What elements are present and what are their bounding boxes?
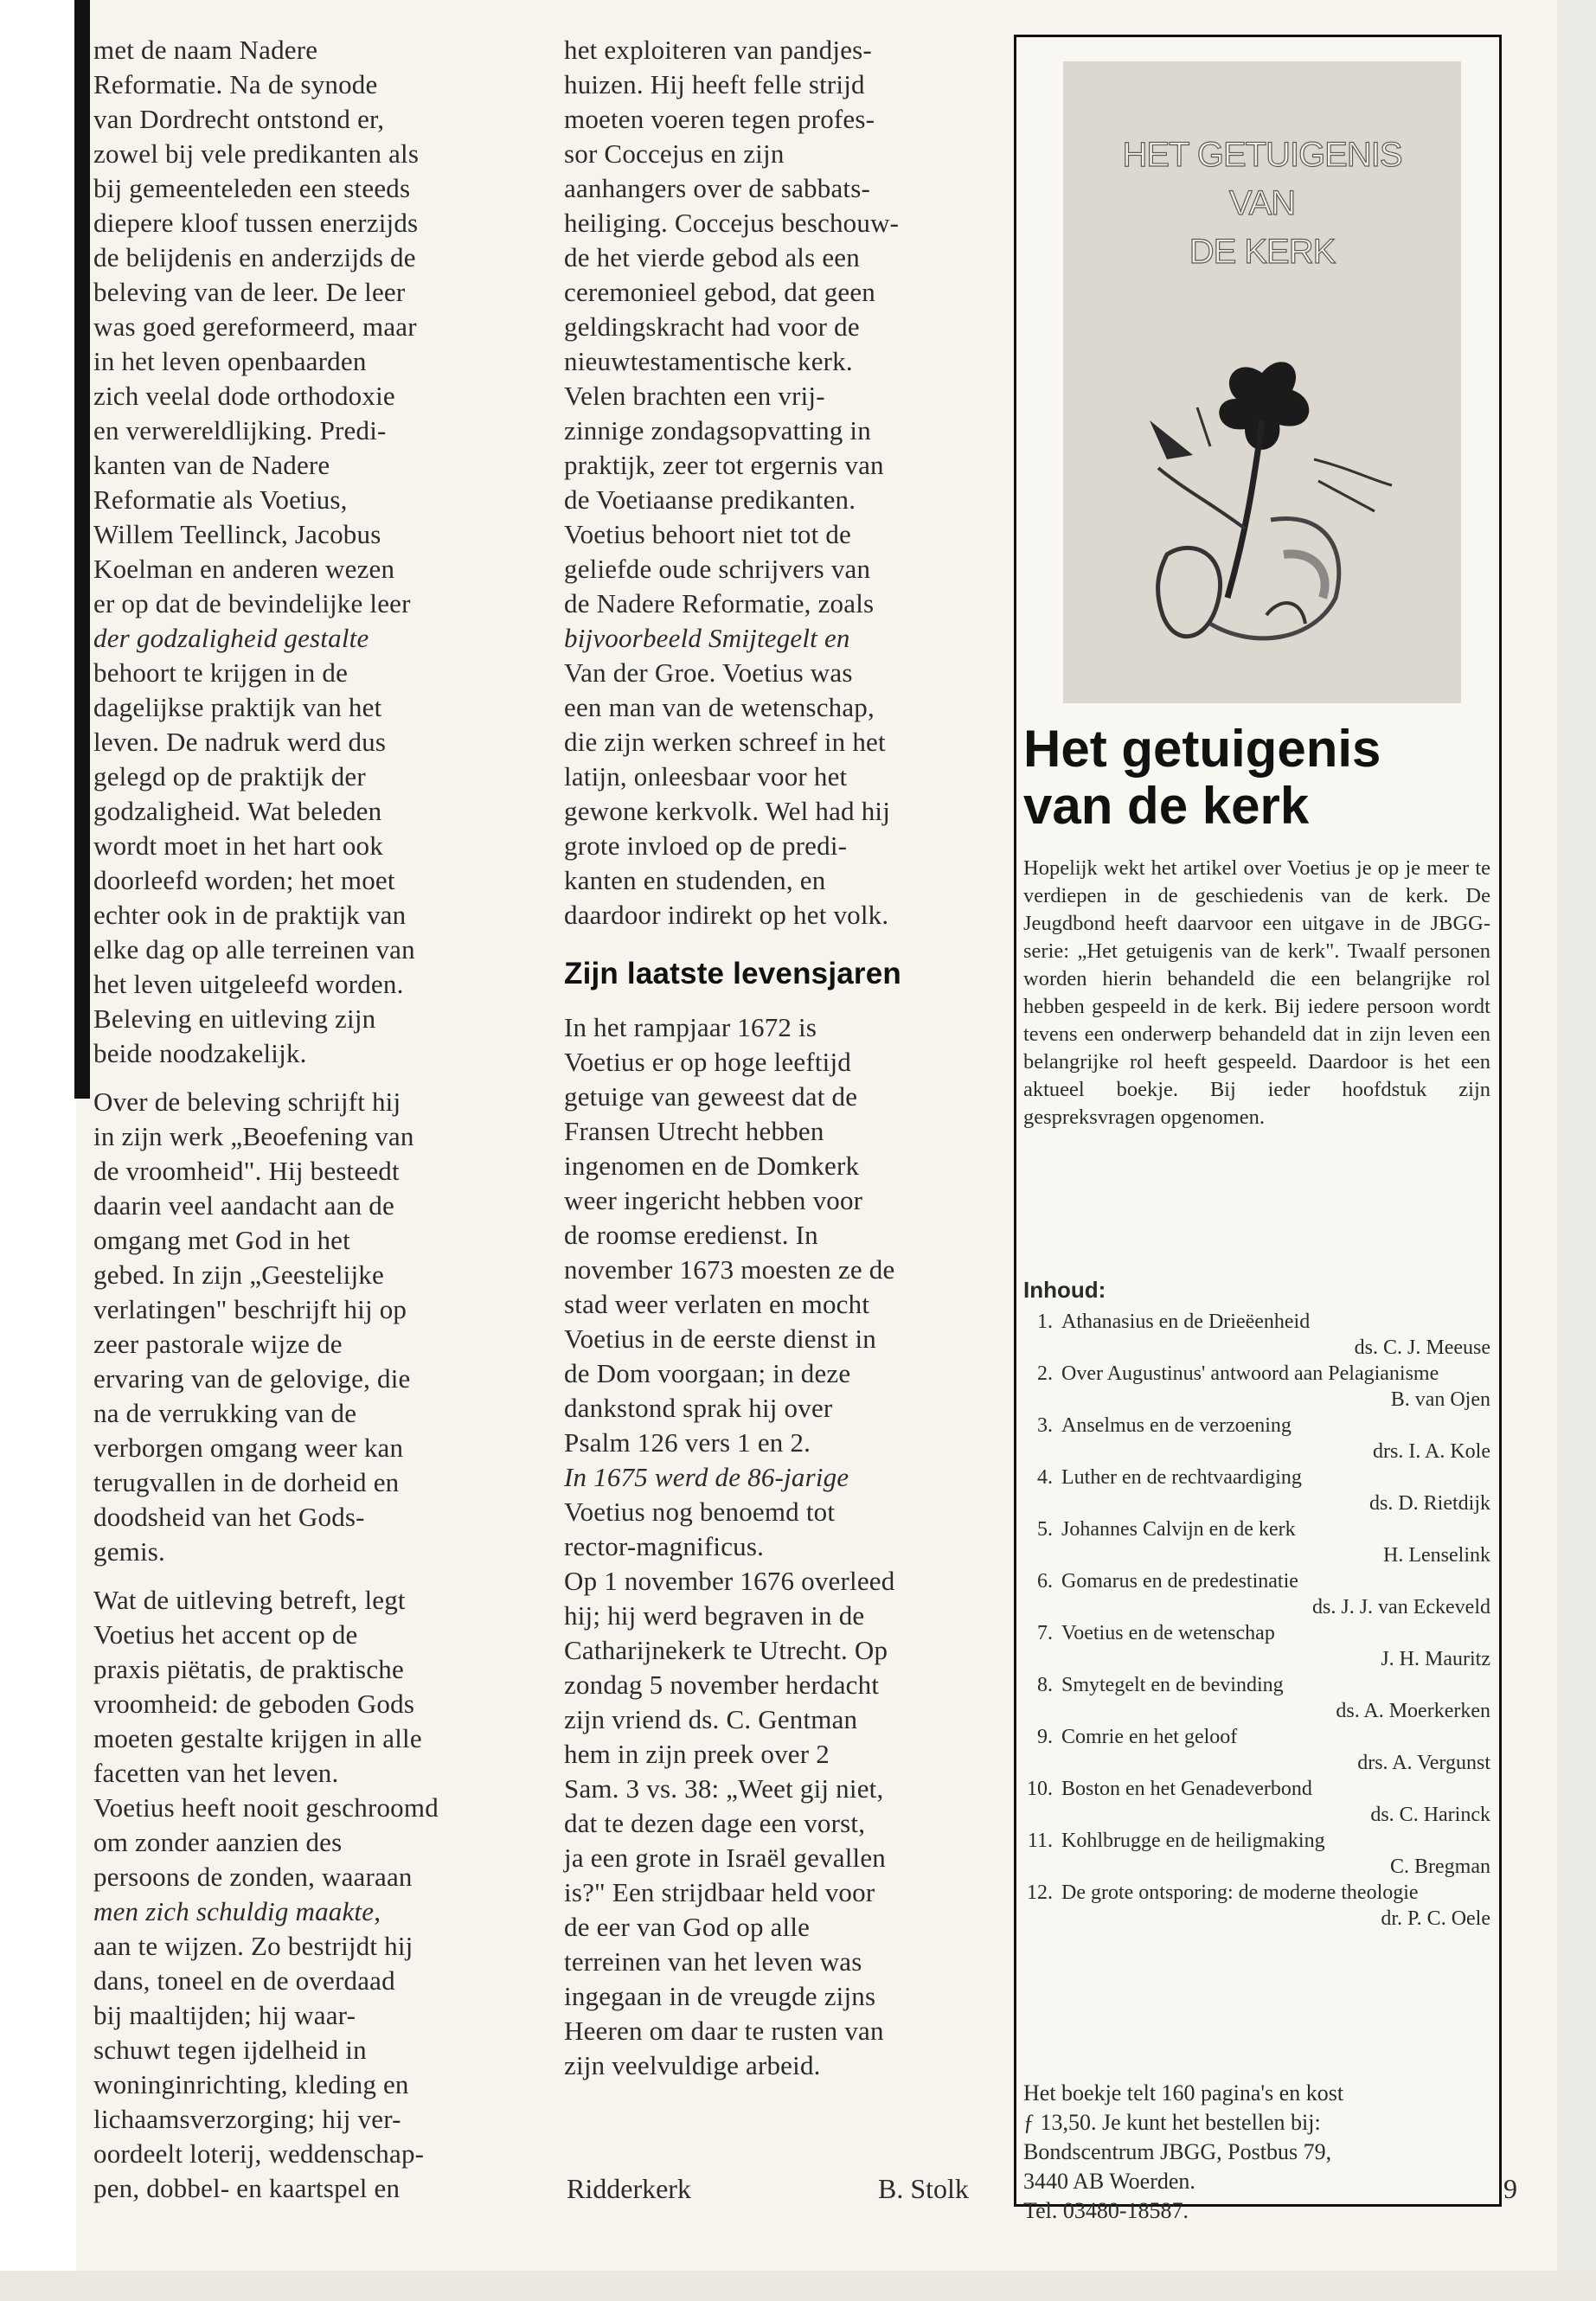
text-line: oordeelt loterij, weddenschap-	[93, 2138, 425, 2169]
toc-author: ds. C. J. Meeuse	[1354, 1336, 1490, 1359]
text-line: Psalm 126 vers 1 en 2.	[564, 1427, 811, 1458]
text-line: stad weer verlaten en mocht	[564, 1289, 870, 1319]
text-line: november 1673 moesten ze de	[564, 1254, 895, 1285]
text-line: wordt moet in het hart ook	[93, 830, 383, 861]
text-line: aan te wijzen. Zo bestrijdt hij	[93, 1931, 413, 1961]
text-line: men zich schuldig maakte,	[93, 1896, 381, 1926]
text-line: Catharijnekerk te Utrecht. Op	[564, 1635, 888, 1665]
ordering-info: Het boekje telt 160 pagina's en kost ƒ 13,50. Je kunt het bestellen bij: Bondscentrum JBGG, Postbus 79, 3440 AB Woerden. Tel. 03480-18587.	[1023, 2080, 1344, 2223]
toc-entry	[1023, 1880, 1490, 1932]
toc-number: 5.	[1037, 1518, 1053, 1541]
text-line: Van der Groe. Voetius was	[564, 657, 853, 688]
text-line: bij gemeenteleden een steeds	[93, 173, 411, 203]
text-line: doodsheid van het Gods-	[93, 1502, 365, 1532]
text-line: In 1675 werd de 86-jarige	[564, 1462, 849, 1492]
text-line: terugvallen in de dorheid en	[93, 1467, 400, 1497]
text-line: de eer van God op alle	[564, 1912, 811, 1942]
text-line: Sam. 3 vs. 38: „Weet gij niet,	[564, 1773, 884, 1804]
text-line: de Dom voorgaan; in deze	[564, 1358, 851, 1388]
text-line: kanten van de Nadere	[93, 450, 330, 480]
text-line: behoort te krijgen in de	[93, 657, 349, 688]
text-line: de belijdenis en anderzijds de	[93, 242, 416, 272]
text-line: de roomse eredienst. In	[564, 1220, 818, 1250]
text-line: zich veelal dode orthodoxie	[93, 381, 395, 411]
text-line: ceremonieel gebod, dat geen	[564, 277, 876, 307]
toc-author: drs. A. Vergunst	[1357, 1752, 1490, 1774]
text-line: om zonder aanzien des	[93, 1827, 343, 1857]
text-line: in zijn werk „Beoefening van	[93, 1121, 414, 1151]
text-line: het leven uitgeleefd worden.	[93, 969, 404, 999]
text-line: de Nadere Reformatie, zoals	[564, 588, 875, 619]
text-line: was goed gereformeerd, maar	[93, 311, 417, 342]
paragraph	[93, 1583, 513, 2206]
text-line: en verwereldlijking. Predi-	[93, 415, 387, 445]
text-line: ingenomen en de Domkerk	[564, 1150, 860, 1181]
text-line: Op 1 november 1676 overleed	[564, 1566, 895, 1596]
text-line: persoons de zonden, waaraan	[93, 1862, 413, 1892]
text-line: Voetius heeft nooit geschroomd	[93, 1792, 439, 1823]
toc-entry	[1023, 1828, 1490, 1880]
page-number: 9	[1503, 2173, 1517, 2204]
text-line: Velen brachten een vrij-	[564, 381, 825, 411]
text-line: In het rampjaar 1672 is	[564, 1012, 817, 1042]
toc-number: 7.	[1037, 1622, 1053, 1644]
toc-author: ds. C. Harinck	[1370, 1804, 1490, 1826]
toc-title: Johannes Calvijn en de kerk	[1061, 1518, 1296, 1541]
book-cover-title: HET GETUIGENIS VAN DE KERK	[1122, 136, 1402, 271]
flower-illustration-icon	[1115, 338, 1409, 667]
toc-entry	[1023, 1361, 1490, 1413]
text-line: praktijk, zeer tot ergernis van	[564, 450, 884, 480]
toc-title: Voetius en de wetenschap	[1061, 1622, 1275, 1644]
text-line: woninginrichting, kleding en	[93, 2069, 409, 2099]
text-line: dagelijkse praktijk van het	[93, 692, 382, 722]
text-line: lichaamsverzorging; hij ver-	[93, 2104, 401, 2134]
toc-title: Athanasius en de Drieëenheid	[1061, 1311, 1311, 1333]
text-line: leven. De nadruk werd dus	[93, 727, 387, 757]
text-line: is?" Een strijdbaar held voor	[564, 1877, 875, 1907]
text-line: Reformatie. Na de synode	[93, 69, 378, 99]
text-line: geldingskracht had voor de	[564, 311, 860, 342]
text-line: van Dordrecht ontstond er,	[93, 104, 385, 134]
toc-entry	[1023, 1672, 1490, 1724]
article-column-1	[93, 33, 513, 2220]
text-line: nieuwtestamentische kerk.	[564, 346, 853, 376]
text-line: de vroomheid". Hij besteedt	[93, 1156, 400, 1186]
text-line: dans, toneel en de overdaad	[93, 1965, 395, 1996]
text-line: gemis.	[93, 1536, 165, 1567]
text-line: die zijn werken schreef in het	[564, 727, 886, 757]
text-line: verlatingen" beschrijft hij op	[93, 1294, 407, 1324]
toc-number: 9.	[1037, 1726, 1053, 1748]
text-line: bijvoorbeeld Smijtegelt en	[564, 623, 850, 653]
text-line: daarin veel aandacht aan de	[93, 1190, 394, 1221]
text-line: schuwt tegen ijdelheid in	[93, 2035, 367, 2065]
text-line: Voetius nog benoemd tot	[564, 1497, 836, 1527]
text-line: verborgen omgang weer kan	[93, 1433, 404, 1463]
text-line: aanhangers over de sabbats-	[564, 173, 870, 203]
toc-entry	[1023, 1309, 1490, 1361]
toc-entry	[1023, 1568, 1490, 1620]
text-line: Koelman en anderen wezen	[93, 554, 395, 584]
text-line: diepere kloof tussen enerzijds	[93, 208, 419, 238]
text-line: een man van de wetenschap,	[564, 692, 875, 722]
toc-author: J. H. Mauritz	[1381, 1648, 1490, 1670]
text-line: rector-magnificus.	[564, 1531, 765, 1561]
text-line: met de naam Nadere	[93, 35, 318, 65]
text-line: Voetius het accent op de	[93, 1619, 358, 1650]
toc-title: Kohlbrugge en de heiligmaking	[1061, 1830, 1325, 1852]
text-line: na de verrukking van de	[93, 1398, 357, 1428]
text-line: kanten en studenden, en	[564, 865, 826, 895]
text-line: de het vierde gebod als een	[564, 242, 860, 272]
text-line: godzaligheid. Wat beleden	[93, 796, 382, 826]
toc-author: drs. I. A. Kole	[1373, 1440, 1490, 1463]
toc-title: Boston en het Genadeverbond	[1061, 1778, 1312, 1800]
text-line: gebed. In zijn „Geestelijke	[93, 1259, 384, 1290]
text-line: daardoor indirekt op het volk.	[564, 900, 889, 930]
book-cover-image	[1063, 61, 1461, 703]
text-line: heiliging. Coccejus beschouw-	[564, 208, 900, 238]
text-line: latijn, onleesbaar voor het	[564, 761, 848, 792]
text-line: hem in zijn preek over 2	[564, 1739, 830, 1769]
toc-entry	[1023, 1516, 1490, 1568]
footer-author: B. Stolk	[878, 2173, 969, 2204]
toc-number: 1.	[1037, 1311, 1053, 1333]
toc-title: De grote ontsporing: de moderne theologie	[1061, 1881, 1419, 1904]
text-line: zondag 5 november herdacht	[564, 1670, 880, 1700]
text-line: getuige van geweest dat de	[564, 1081, 858, 1112]
toc-number: 6.	[1037, 1570, 1053, 1593]
toc-number: 11.	[1027, 1830, 1053, 1852]
paragraph	[93, 33, 513, 1071]
text-line: gewone kerkvolk. Wel had hij	[564, 796, 891, 826]
text-line: vroomheid: de geboden Gods	[93, 1689, 415, 1719]
text-line: weer ingericht hebben voor	[564, 1185, 863, 1215]
text-line: huizen. Hij heeft felle strijd	[564, 69, 865, 99]
toc-number: 12.	[1027, 1881, 1053, 1904]
toc-author: ds. D. Rietdijk	[1368, 1492, 1490, 1515]
toc-title: Over Augustinus' antwoord aan Pelagianisme	[1061, 1362, 1439, 1385]
text-line: ingegaan in de vreugde zijns	[564, 1981, 876, 2011]
text-line: echter ook in de praktijk van	[93, 900, 407, 930]
text-line: de Voetiaanse predikanten.	[564, 484, 856, 515]
text-line: dankstond sprak hij over	[564, 1393, 833, 1423]
table-of-contents	[1023, 1309, 1490, 1932]
toc-title: Comrie en het geloof	[1061, 1726, 1238, 1748]
text-line: er op dat de bevindelijke leer	[93, 588, 411, 619]
page-margin-right	[1557, 0, 1596, 2301]
toc-author: ds. A. Moerkerken	[1336, 1700, 1490, 1722]
toc-number: 8.	[1037, 1674, 1053, 1696]
binding-edge-bar	[74, 0, 90, 1099]
text-line: beide noodzakelijk.	[93, 1038, 307, 1068]
text-line: in het leven openbaarden	[93, 346, 367, 376]
text-line: Wat de uitleving betreft, legt	[93, 1585, 406, 1615]
footer-location: Ridderkerk	[567, 2173, 691, 2204]
toc-number: 4.	[1037, 1466, 1053, 1489]
toc-entry	[1023, 1465, 1490, 1516]
page-margin-bottom	[0, 2271, 1596, 2301]
toc-author: ds. J. J. van Eckeveld	[1312, 1596, 1490, 1618]
text-line: Over de beleving schrijft hij	[93, 1086, 401, 1117]
toc-author: B. van Ojen	[1390, 1388, 1490, 1411]
text-line: Voetius in de eerste dienst in	[564, 1324, 877, 1354]
page-margin-left	[0, 0, 76, 2301]
toc-entry	[1023, 1776, 1490, 1828]
text-line: ervaring van de gelovige, die	[93, 1363, 411, 1394]
text-line: praxis piëtatis, de praktische	[93, 1654, 404, 1684]
toc-title: Gomarus en de predestinatie	[1061, 1570, 1298, 1593]
text-line: Voetius er op hoge leeftijd	[564, 1047, 851, 1077]
text-line: zowel bij vele predikanten als	[93, 138, 420, 169]
text-line: zijn vriend ds. C. Gentman	[564, 1704, 858, 1734]
text-line: doorleefd worden; het moet	[93, 865, 395, 895]
text-line: elke dag op alle terreinen van	[93, 934, 415, 965]
toc-author: dr. P. C. Oele	[1381, 1907, 1490, 1930]
text-line: omgang met God in het	[93, 1225, 350, 1255]
book-title: Het getuigenis van de kerk	[1023, 720, 1381, 835]
toc-entry	[1023, 1724, 1490, 1776]
text-line: hij; hij werd begraven in de	[564, 1600, 865, 1631]
text-line: geliefde oude schrijvers van	[564, 554, 871, 584]
paragraph	[564, 33, 992, 933]
text-line: beleving van de leer. De leer	[93, 277, 406, 307]
article-column-2	[564, 33, 992, 2083]
text-line: terreinen van het leven was	[564, 1946, 862, 1977]
text-line: bij maaltijden; hij waar-	[93, 2000, 356, 2030]
text-line: grote invloed op de predi-	[564, 830, 848, 861]
text-line: sor Coccejus en zijn	[564, 138, 785, 169]
text-line: facetten van het leven.	[93, 1758, 339, 1788]
text-line: ja een grote in Israël gevallen	[564, 1843, 886, 1873]
toc-entry	[1023, 1413, 1490, 1465]
toc-author: H. Lenselink	[1383, 1544, 1490, 1567]
paragraph	[93, 1085, 513, 1569]
text-line: Beleving en uitleving zijn	[93, 1003, 376, 1034]
toc-author: C. Bregman	[1390, 1856, 1490, 1878]
toc-title: Anselmus en de verzoening	[1061, 1414, 1292, 1437]
text-line: zijn veelvuldige arbeid.	[564, 2050, 821, 2080]
text-line: pen, dobbel- en kaartspel en	[93, 2173, 401, 2203]
text-line: Willem Teellinck, Jacobus	[93, 519, 381, 549]
toc-title: Luther en de rechtvaardiging	[1061, 1466, 1302, 1489]
text-line: gelegd op de praktijk der	[93, 761, 366, 792]
section-subheading: Zijn laatste levensjaren	[564, 957, 901, 990]
toc-number: 2.	[1037, 1362, 1053, 1385]
text-line: Reformatie als Voetius,	[93, 484, 348, 515]
text-line: zinnige zondagsopvatting in	[564, 415, 871, 445]
toc-title: Smytegelt en de bevinding	[1061, 1674, 1284, 1696]
toc-entry	[1023, 1620, 1490, 1672]
book-description: Hopelijk wekt het artikel over Voetius je op je meer te verdiepen in de geschiedenis van de kerk. De Jeugdbond heeft daarvoor een uitgave in de JBGG-serie: „Het getuigenis van de kerk". Twaalf personen worden hierin behandeld die een belangrijke rol hebben gespeeld in de kerk. Bij iedere persoon wordt tevens een onderwerp behandeld dat in zijn leven een belangrijke rol heeft gespeeld. Daardoor is het een aktueel boekje. Bij ieder hoofdstuk zijn gespreksvragen opgenomen.	[1023, 856, 1490, 1129]
text-line: dat te dezen dage een vorst,	[564, 1808, 866, 1838]
text-line: moeten gestalte krijgen in alle	[93, 1723, 422, 1753]
text-line: Voetius behoort niet tot de	[564, 519, 852, 549]
toc-number: 10.	[1027, 1778, 1053, 1800]
toc-number: 3.	[1037, 1414, 1053, 1437]
book-promo-box	[1014, 35, 1502, 2223]
text-line: Fransen Utrecht hebben	[564, 1116, 824, 1146]
text-line: het exploiteren van pandjes-	[564, 35, 872, 65]
paragraph	[564, 1010, 992, 2083]
text-line: zeer pastorale wijze de	[93, 1329, 343, 1359]
text-line: der godzaligheid gestalte	[93, 623, 369, 653]
text-line: moeten voeren tegen profes-	[564, 104, 875, 134]
contents-heading: Inhoud:	[1023, 1277, 1106, 1303]
text-line: Heeren om daar te rusten van	[564, 2016, 884, 2046]
